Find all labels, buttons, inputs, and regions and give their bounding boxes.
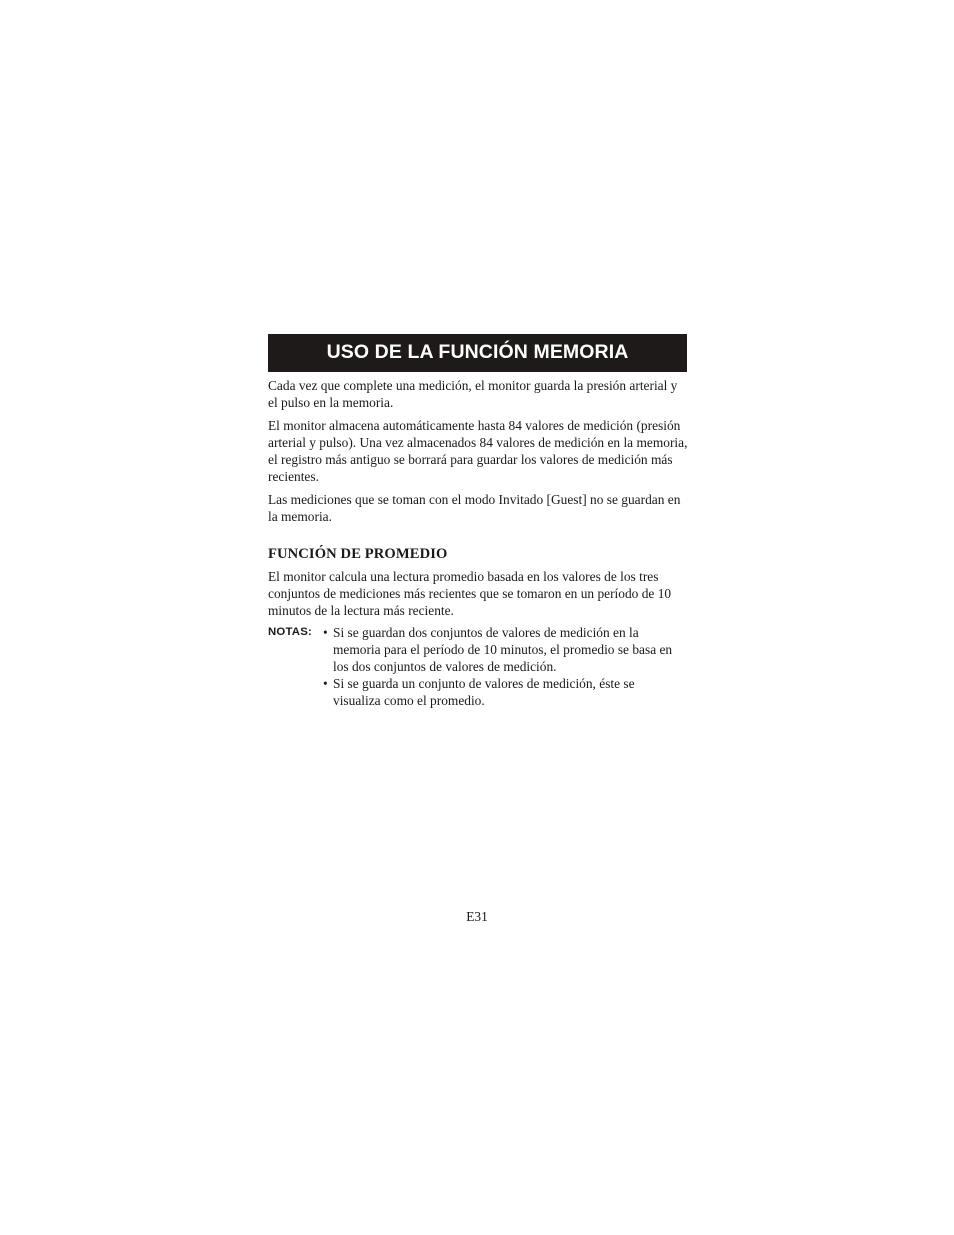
paragraph-memory-intro: Cada vez que complete una medición, el monitor guarda la presión arterial y el pulso en la memoria. — [268, 378, 678, 410]
note-item — [323, 624, 683, 675]
notes-block — [268, 624, 688, 709]
bullet-icon: • — [323, 625, 328, 640]
paragraph-average-function: El monitor calcula una lectura promedio basada en los valores de los tres conjuntos de mediciones más recientes que se tomaron en un período de 10 minutos de la lectura más reciente. — [268, 569, 672, 618]
paragraph-memory-capacity: El monitor almacena automáticamente hasta 84 valores de medición (presión arterial y pulso). Una vez almacenados 84 valores de medición en la memoria, el registro más antiguo se borrará para guardar los valores de medición más recientes. — [268, 418, 688, 484]
note-text: Si se guarda un conjunto de valores de medición, éste se visualiza como el promedio. — [333, 676, 635, 708]
bullet-icon: • — [323, 676, 328, 691]
page-content — [268, 334, 688, 709]
page-number: E31 — [466, 909, 488, 924]
notes-label: NOTAS: — [268, 626, 313, 638]
note-item — [323, 675, 683, 709]
section-title: USO DE LA FUNCIÓN MEMORIA — [326, 341, 629, 364]
paragraph-guest-mode: Las mediciones que se toman con el modo Invitado [Guest] no se guardan en la memoria. — [268, 492, 681, 524]
notes-list — [323, 624, 683, 709]
section-title-bar — [268, 334, 687, 372]
subsection-heading: FUNCIÓN DE PROMEDIO — [268, 546, 448, 562]
note-text: Si se guardan dos conjuntos de valores de medición en la memoria para el período de 10 minutos, el promedio se basa en los dos conjuntos de valores de medición. — [333, 625, 673, 674]
